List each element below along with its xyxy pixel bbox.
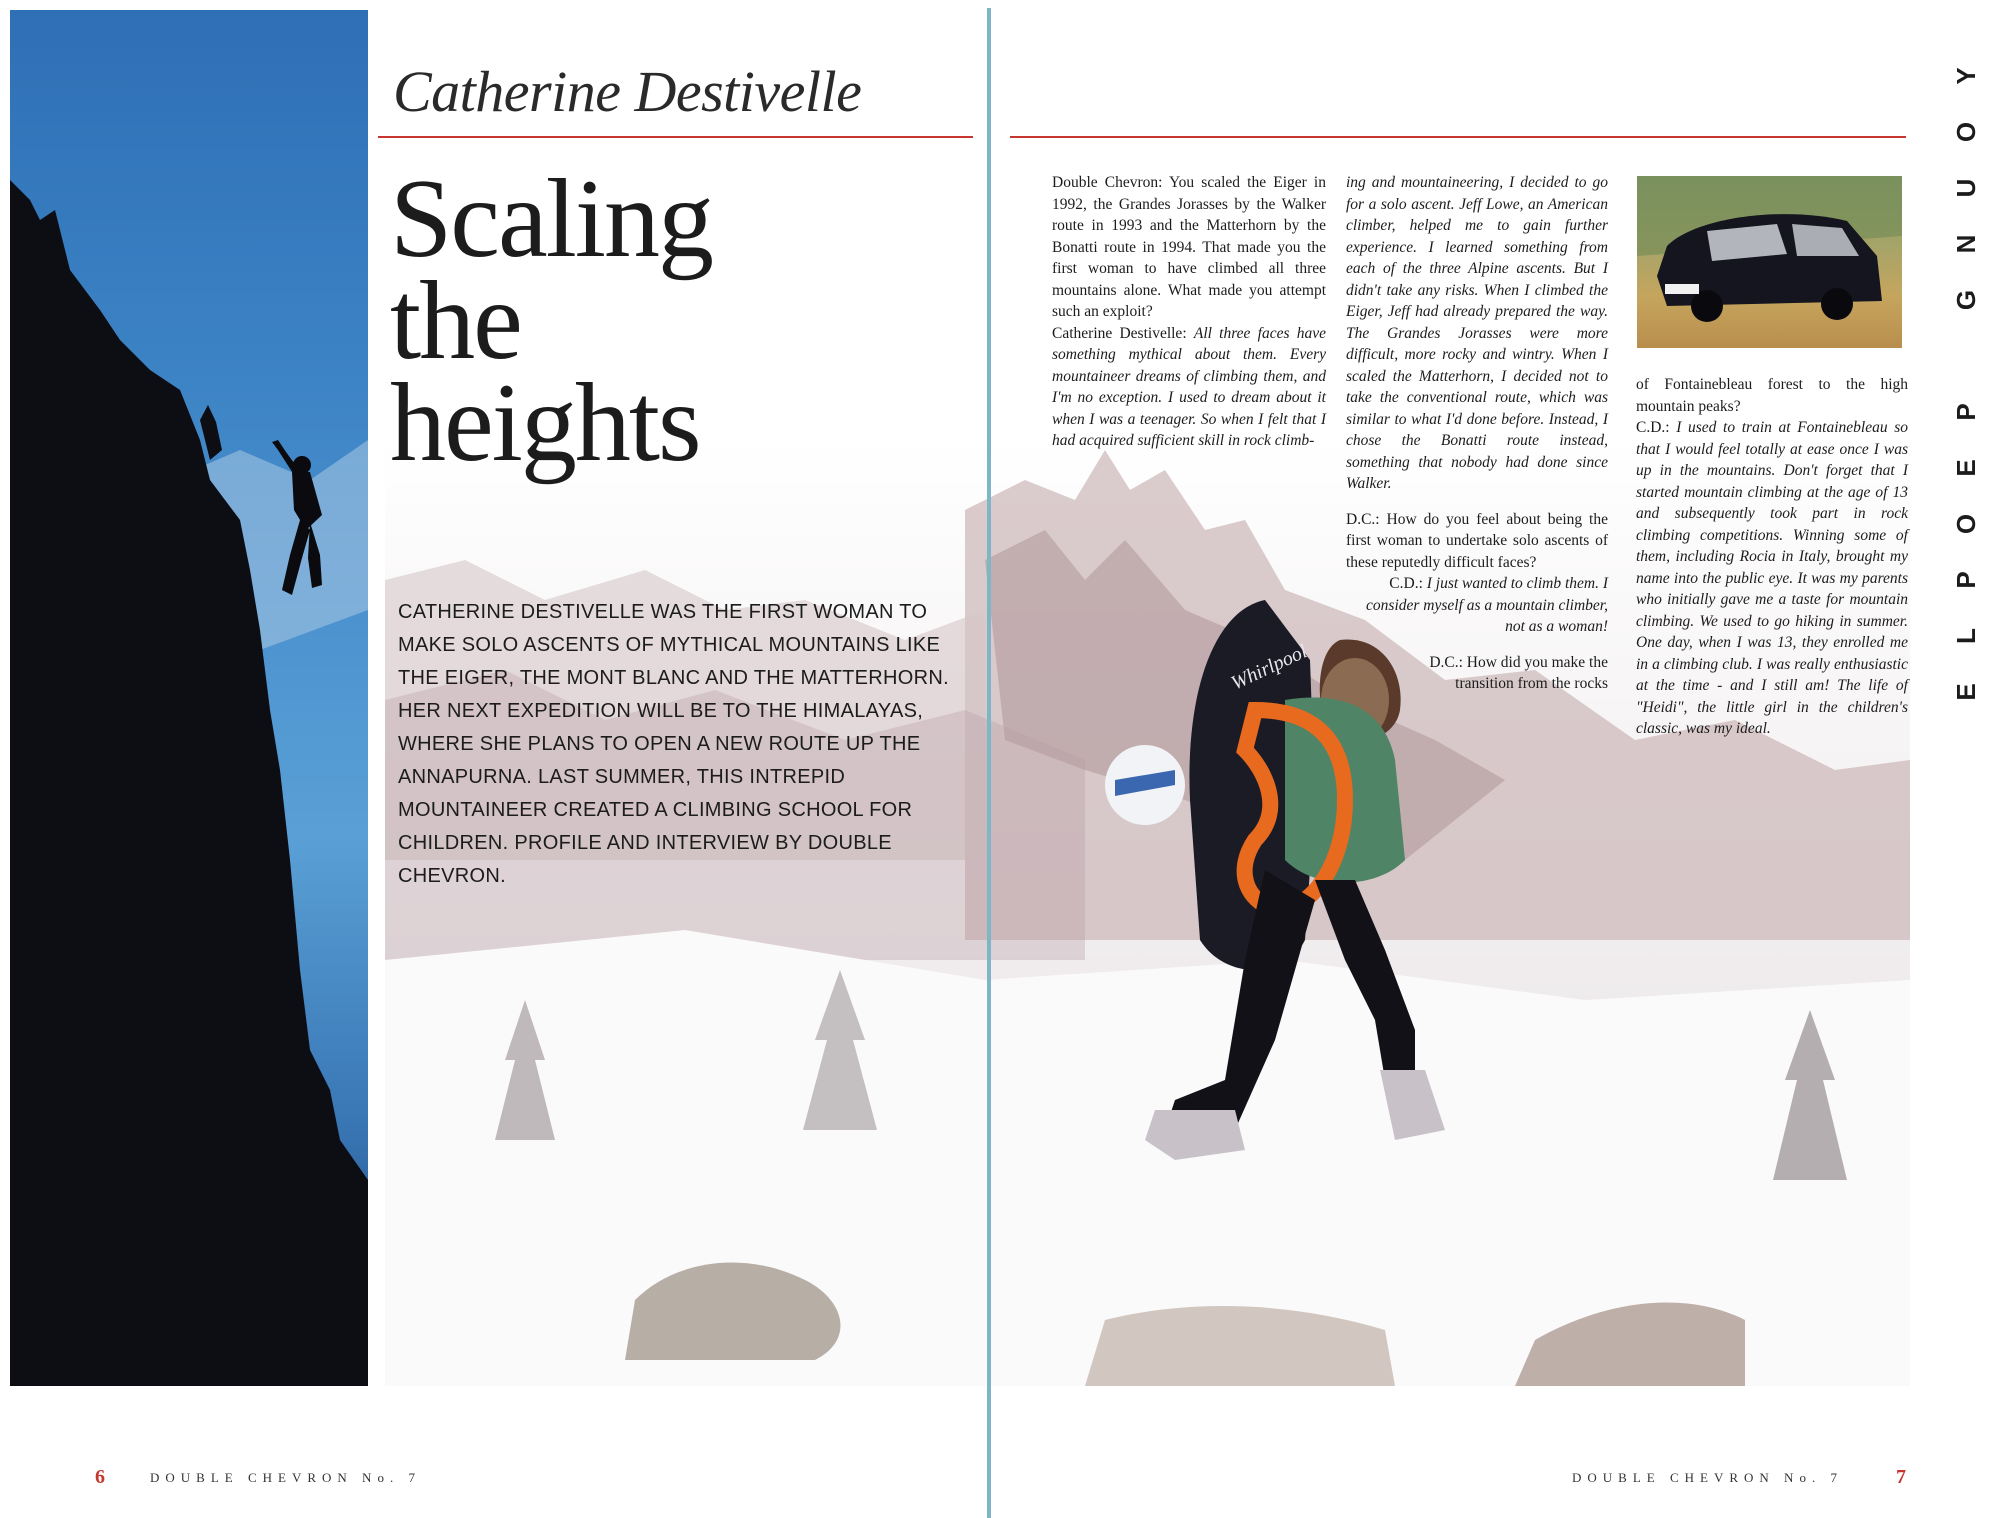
folio-right: DOUBLE CHEVRON No. 7 bbox=[1572, 1470, 1843, 1485]
answer-1-continued bbox=[1346, 172, 1608, 495]
red-rule-left bbox=[378, 136, 973, 138]
section-letter: N bbox=[1951, 234, 1981, 254]
headline-line-1: Scaling bbox=[390, 157, 712, 281]
section-letter bbox=[1938, 336, 1994, 376]
answer-3 bbox=[1636, 417, 1908, 740]
red-rule-right bbox=[1010, 136, 1906, 138]
page-gutter bbox=[987, 8, 991, 1518]
answer-1-speaker: Catherine Destivelle: bbox=[1052, 324, 1187, 342]
intro-paragraph: CATHERINE DESTIVELLE WAS THE FIRST WOMAN TO MAKE SOLO ASCENTS OF MYTHICAL MOUNTAINS LIKE THE EIGER, THE MONT BLANC AND THE MATTERHORN. HER NEXT EXPEDITION WILL BE TO THE HIMALAYAS, WHERE SHE PLANS TO OPEN A NEW ROUTE UP THE ANNAPURNA. LAST SUMMER, THIS INTREPID MOUNTAINEER CREATED A CLIMBING SCHOOL FOR CHILDREN. PROFILE AND INTERVIEW BY DOUBLE CHEVRON. bbox=[398, 601, 949, 887]
folio-left: DOUBLE CHEVRON No. 7 bbox=[150, 1470, 421, 1485]
backpack-brand: Whirlpool bbox=[1227, 640, 1311, 695]
question-3-speaker: D.C.: bbox=[1429, 653, 1463, 671]
question-3-continued bbox=[1636, 374, 1908, 417]
question-1-text: You scaled the Eiger in 1992, the Grandes Jorasses by the Walker route in 1993 and the Matterhorn by the Bonatti route in 1994. That made you the first woman to have climbed all three mountains alone. What made you attempt such an exploit? bbox=[1052, 174, 1326, 320]
section-letter: P bbox=[1951, 571, 1981, 589]
answer-1-start bbox=[1052, 323, 1326, 452]
answer-1-text-a: All three faces have something mythical about them. Every mountaineer dreams of climbing them, and I'm no exception. I used to dream about it when I was a teenager. So when I felt that I had acquired sufficient skill in rock climb- bbox=[1052, 324, 1326, 449]
interview-column-2 bbox=[1346, 172, 1608, 695]
answer-3-speaker: C.D.: bbox=[1636, 419, 1670, 436]
question-3-text-b: of Fontainebleau forest to the high mountain peaks? bbox=[1636, 376, 1908, 415]
headline bbox=[390, 157, 980, 485]
answer-2-speaker: C.D.: bbox=[1389, 575, 1423, 592]
headline-line-2: the bbox=[390, 259, 521, 383]
question-3-text-a: How did you make the transition from the rocks bbox=[1455, 653, 1608, 692]
section-letter: G bbox=[1951, 289, 1981, 311]
author-title: Catherine Destivelle bbox=[393, 59, 862, 124]
climber-photo bbox=[10, 10, 368, 1386]
section-letter: Y bbox=[1951, 67, 1981, 85]
interview-column-1 bbox=[1052, 172, 1326, 452]
section-letter: P bbox=[1951, 403, 1981, 421]
page-number-right: 7 bbox=[1896, 1466, 1906, 1488]
section-letter: O bbox=[1951, 513, 1981, 535]
answer-3-text: I used to train at Fontainebleau so that I would feel totally at ease once I was up in the mountains. Don't forget that I started mountain climbing at the age of 13 and subsequently took part in rock climbing competitions. Winning some of them, including Rocia in Italy, brought my name into the public eye. It was my parents who initially gave me a taste for mountain climbing. We used to go hiking in summer. One day, when I was 13, they enrolled me in a climbing club. I was really enthusiastic at the time - and I still am! The life of "Heidi", the little girl in the children's classic, was my ideal. bbox=[1636, 419, 1909, 737]
question-3-start bbox=[1346, 652, 1608, 695]
question-1-speaker: Double Chevron: bbox=[1052, 174, 1163, 191]
section-letter: O bbox=[1951, 121, 1981, 143]
question-1 bbox=[1052, 172, 1326, 323]
section-letter: L bbox=[1951, 628, 1981, 644]
section-label bbox=[1946, 48, 1986, 720]
van-photo bbox=[1637, 176, 1902, 348]
section-letter: U bbox=[1951, 178, 1981, 198]
interview-column-3 bbox=[1636, 374, 1908, 740]
question-2-text: How do you feel about being the first woman to undertake solo ascents of these reputedly difficult faces? bbox=[1346, 510, 1608, 571]
headline-line-3: heights bbox=[390, 361, 700, 485]
question-2 bbox=[1346, 509, 1608, 574]
question-2-speaker: D.C.: bbox=[1346, 510, 1380, 528]
page-number-left: 6 bbox=[95, 1466, 105, 1488]
answer-1-text-b: ing and mountaineering, I decided to go for a solo ascent. Jeff Lowe, an American climber, helped me to gain further experience. I learned something from each of the three Alpine ascents. But I didn't take any risks. When I climbed the Eiger, Jeff had already prepared the way. The Grandes Jorasses were more difficult, more rocky and wintry. When I scaled the Matterhorn, I decided not to take the conventional route, which was similar to what I'd done before. Instead, I chose the Bonatti route instead, something that nobody had done since Walker. bbox=[1346, 174, 1608, 492]
answer-2 bbox=[1346, 573, 1608, 638]
section-letter: E bbox=[1951, 459, 1981, 477]
section-letter: E bbox=[1951, 683, 1981, 701]
answer-2-text: I just wanted to climb them. I consider myself as a mountain climber, not as a woman! bbox=[1366, 575, 1608, 635]
